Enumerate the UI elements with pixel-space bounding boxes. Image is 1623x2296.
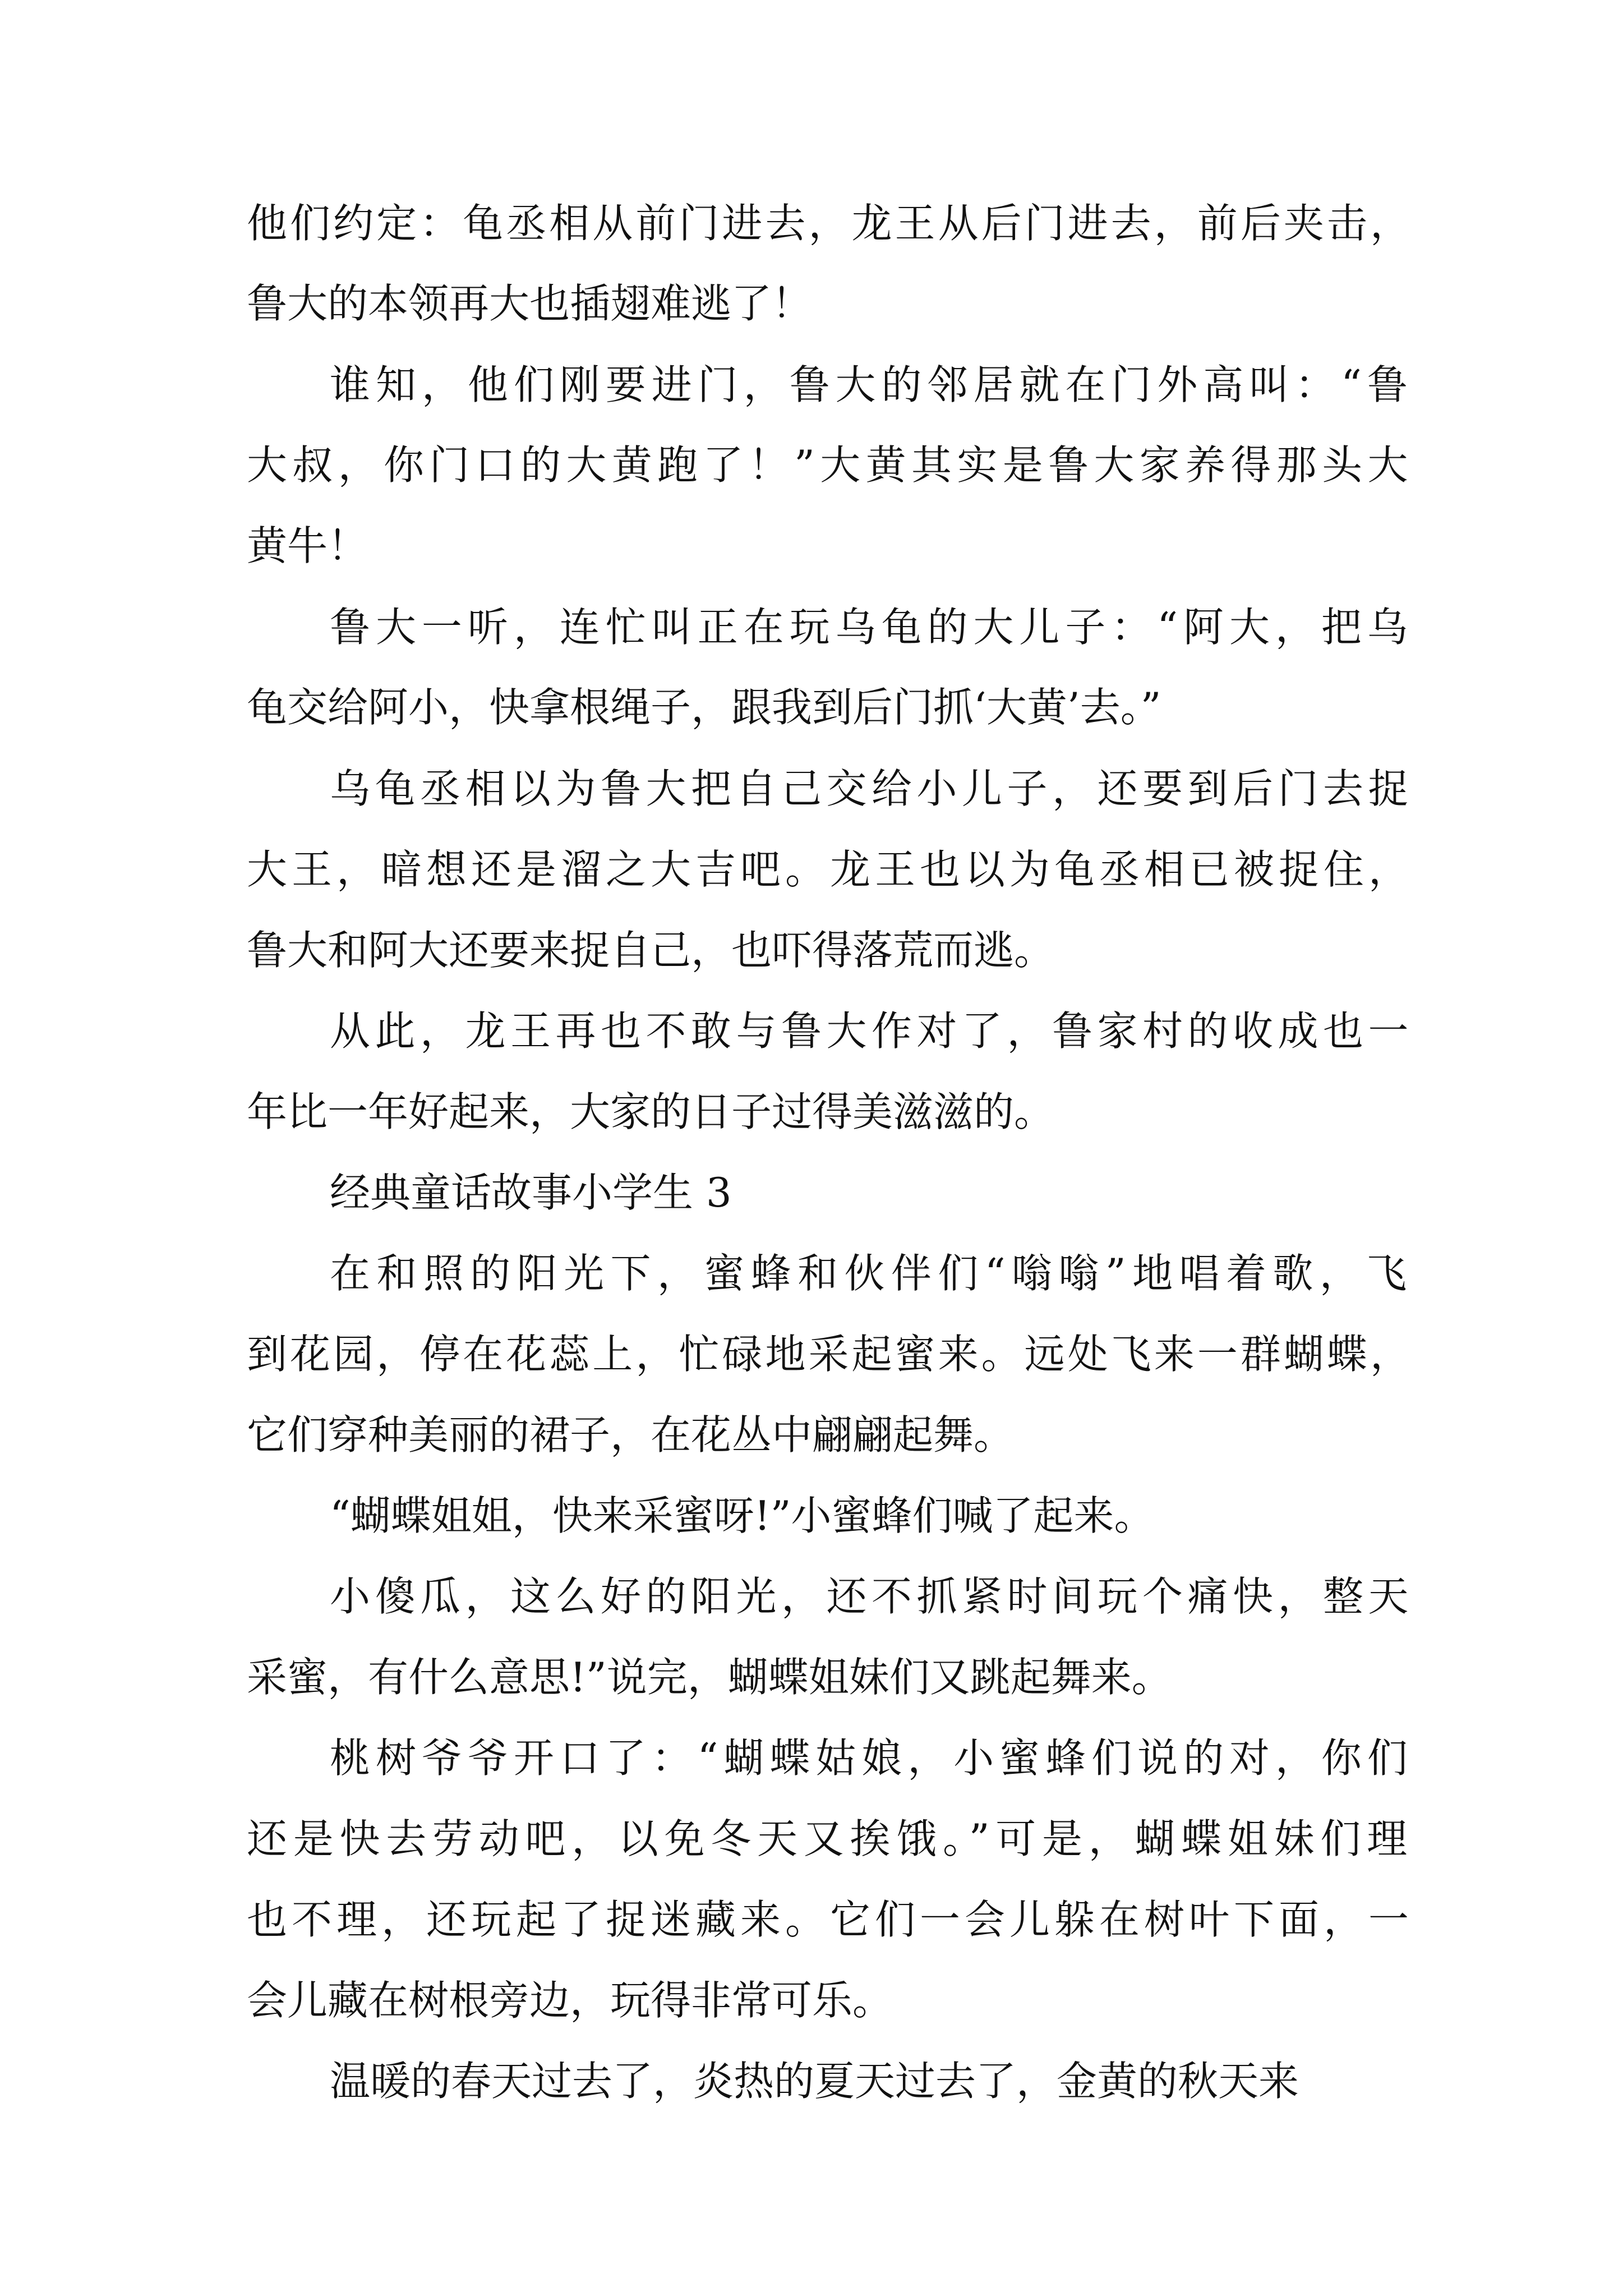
text-line: 谁知，他们刚要进门，鲁大的邻居就在门外高叫：“鲁 <box>330 361 1413 408</box>
text-line: “蝴蝶姐姐，快来采蜜呀!”小蜜蜂们喊了起来。 <box>330 1492 1155 1539</box>
text-line: 在和照的阳光下，蜜蜂和伙伴们“嗡嗡”地唱着歌，飞 <box>330 1250 1413 1297</box>
text-line: 大王，暗想还是溜之大吉吧。龙王也以为龟丞相已被捉住， <box>247 846 1414 893</box>
text-line: 也不理，还玩起了捉迷藏来。它们一会儿躲在树叶下面，一 <box>247 1896 1414 1943</box>
text-line: 温暖的春天过去了，炎热的夏天过去了，金黄的秋天来 <box>330 2058 1299 2105</box>
text-line: 它们穿种美丽的裙子，在花丛中翩翩起舞。 <box>247 1411 1015 1458</box>
text-line: 采蜜，有什么意思!”说完，蝴蝶姐妹们又跳起舞来。 <box>247 1654 1172 1701</box>
text-line: 乌龟丞相以为鲁大把自己交给小儿子，还要到后门去捉 <box>330 765 1414 812</box>
text-line: 还是快去劳动吧，以免冬天又挨饿。”可是，蝴蝶姐妹们理 <box>247 1815 1413 1862</box>
text-line: 会儿藏在树根旁边，玩得非常可乐。 <box>247 1977 893 2024</box>
text-line: 到花园，停在花蕊上，忙碌地采起蜜来。远处飞来一群蝴蝶， <box>247 1331 1414 1378</box>
text-line: 他们约定：龟丞相从前门进去，龙王从后门进去，前后夹击， <box>247 200 1414 247</box>
text-line: 小傻瓜，这么好的阳光，还不抓紧时间玩个痛快，整天 <box>330 1573 1414 1620</box>
text-line: 年比一年好起来，大家的日子过得美滋滋的。 <box>247 1088 1055 1135</box>
text-line: 桃树爷爷开口了：“蝴蝶姑娘，小蜜蜂们说的对，你们 <box>330 1734 1413 1782</box>
text-line: 鲁大的本领再大也插翅难逃了！ <box>247 280 813 327</box>
text-line: 大叔，你门口的大黄跑了！”大黄其实是鲁大家养得那头大 <box>247 441 1413 489</box>
text-line: 从此，龙王再也不敢与鲁大作对了，鲁家村的收成也一 <box>330 1007 1414 1055</box>
text-line: 鲁大和阿大还要来捉自己，也吓得落荒而逃。 <box>247 927 1055 974</box>
text-line: 鲁大一听，连忙叫正在玩乌龟的大儿子：“阿大，把乌 <box>330 604 1413 651</box>
text-line: 龟交给阿小，快拿根绳子，跟我到后门抓‘大黄’去。” <box>247 684 1161 731</box>
text-line: 经典童话故事小学生 3 <box>330 1169 732 1216</box>
text-line: 黄牛！ <box>247 522 368 569</box>
